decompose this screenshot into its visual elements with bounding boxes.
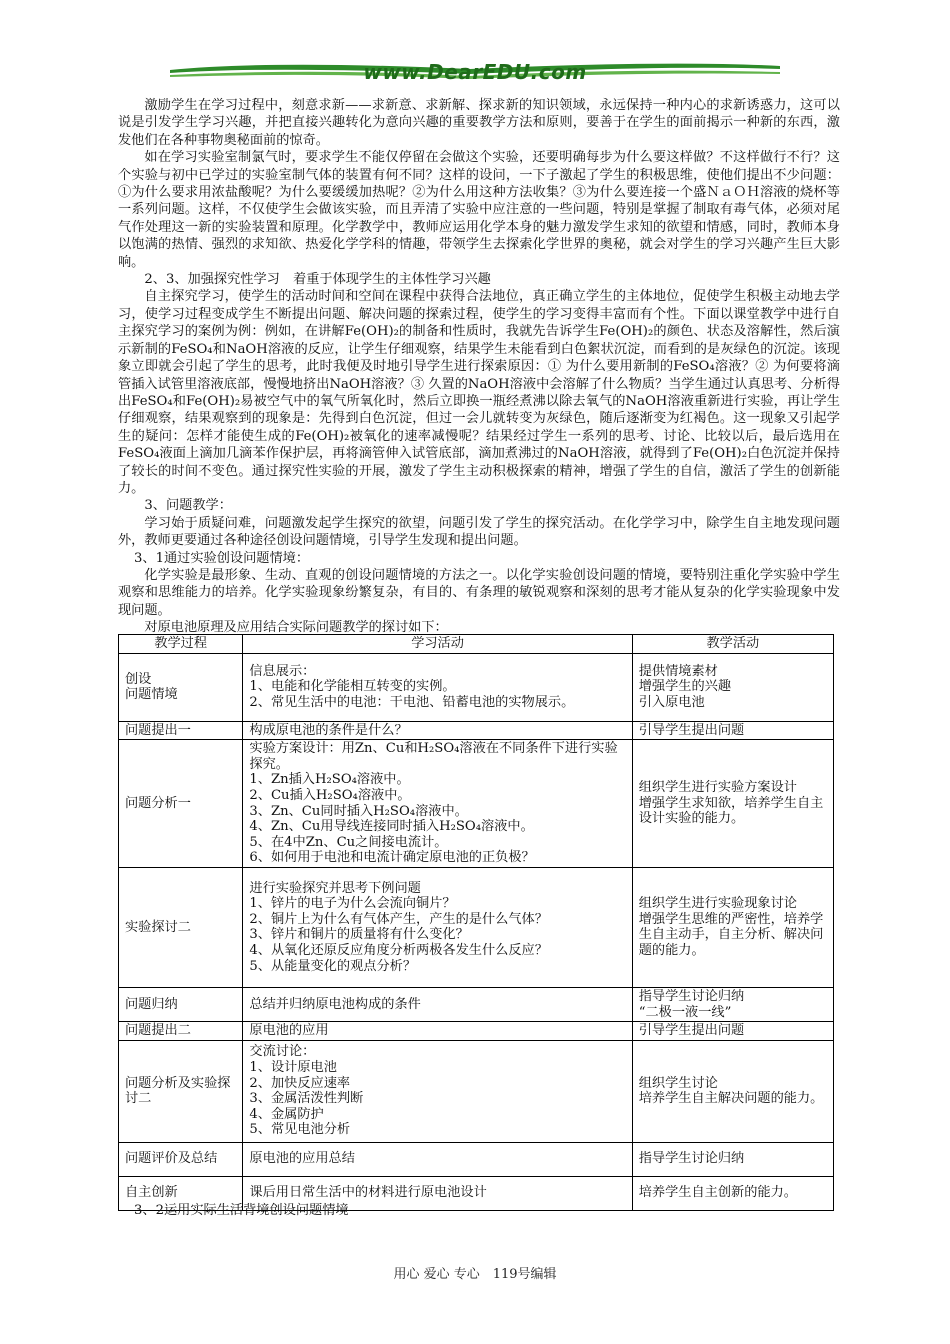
paragraph: 激励学生在学习过程中，刻意求新——求新意、求新解、探求新的知识领域，永远保持一种内心的求新诱惑力，这可以说是引发学生学习兴趣，并把直接兴趣转化为意向兴趣的重要教学方法和原则，要善于在学生的面前揭示一种新的东西，激发他们在各种事物奥秘面前的惊奇。 [118,98,840,148]
table-cell-teaching: 提供情境素材 增强学生的兴趣 引入原电池 [632,653,833,721]
header-banner [170,56,780,86]
page-footer: 用心 爱心 专心 119号编辑 [393,1267,557,1282]
table-cell-process: 问题分析及实验探讨二 [119,1040,243,1142]
table-row [119,721,834,740]
table-header-row [119,635,834,654]
table-row [119,740,834,868]
column-header: 教学过程 [119,635,243,654]
table-cell-learning: 原电池的应用 [243,1022,632,1041]
table-row [119,1022,834,1041]
table-row [119,653,834,721]
paragraph: 自主探究学习，使学生的活动时间和空间在课程中获得合法地位，真正确立学生的主体地位，促使学生积极主动地去学习，使学习过程变成学生不断提出问题、解决问题的探索过程，使学生的学习变得丰富而有个性。下面以课堂教学中进行自主探究学习的案例为例：例如，在讲解Fe(OH)₂的制备和性质时，我就先告诉学生Fe(OH)₂的颜色、状态及溶解性，然后演示新制的FeSO₄和NaOH溶液的反应，让学生仔细观察，结果学生未能看到白色絮状沉淀，而看到的是灰绿色的沉淀。该现象立即就会引起了学生的思考，此时我便及时地引导学生进行探索原因：① 为什么要用新制的FeSO₄溶液？② 为何要将滴管插入试管里溶液底部，慢慢地挤出NaOH溶液？③ 久置的NaOH溶液中会溶解了什么物质？当学生通过认真思考、分析得出FeSO₄和Fe(OH)₂易被空气中的氧气所氧化时，然后立即换一瓶经煮沸以除去氧气的NaOH溶液重新进行实验，再让学生仔细观察，结果观察到的现象是：先得到白色沉淀，但过一会儿就转变为灰绿色，随后逐渐变为红褐色。这一现象又引起学生的疑问：怎样才能使生成的Fe(OH)₂被氧化的速率减慢呢？结果经过学生一系列的思考、讨论、比较以后，最后选用在FeSO₄液面上滴加几滴苯作保护层，再将滴管伸入试管底部，滴加煮沸过的NaOH溶液，就得到了Fe(OH)₂白色沉淀并保持了较长的时间不变色。通过探究性实验的开展，激发了学生主动积极探索的精神，增强了学生的自信，激活了学生的创新能力。 [118,289,840,496]
table-cell-teaching: 组织学生讨论 培养学生自主解决问题的能力。 [632,1040,833,1142]
site-logo[interactable]: www.DearEDU.com [363,60,587,84]
table-cell-teaching: 组织学生进行实验现象讨论 增强学生思维的严密性，培养学生自主动手，自主分析、解决问题的能力。 [632,867,833,987]
table-row [119,1040,834,1142]
table-cell-learning: 实验方案设计：用Zn、Cu和H₂SO₄溶液在不同条件下进行实验探究。 1、Zn插入H₂SO₄溶液中。 2、Cu插入H₂SO₄溶液中。 3、Zn、Cu同时插入H₂SO₄溶液中。 4、Zn、Cu用导线连接同时插入H₂SO₄溶液中。 5、在4中Zn、Cu之间接电流计。 6、如何用于电池和电流计确定原电池的正负极？ [243,740,632,868]
table-cell-process: 自主创新 [119,1176,243,1210]
table-cell-learning: 课后用日常生活中的材料进行原电池设计 [243,1176,632,1210]
table-cell-teaching: 培养学生自主创新的能力。 [632,1176,833,1210]
table-body [119,653,834,1210]
lesson-table [118,634,834,1211]
table-cell-teaching: 指导学生讨论归纳 [632,1142,833,1176]
table-cell-learning: 构成原电池的条件是什么？ [243,721,632,740]
paragraph: 学习始于质疑问难，问题激发起学生探究的欲望，问题引发了学生的探究活动。在化学学习中，除学生自主地发现问题外，教师更要通过各种途径创设问题情境，引导学生发现和提出问题。 [118,515,840,549]
column-header: 教学活动 [632,635,833,654]
table-cell-process: 问题分析一 [119,740,243,868]
table-cell-process: 问题评价及总结 [119,1142,243,1176]
paragraph: 如在学习实验室制氯气时，要求学生不能仅停留在会做这个实验，还要明确每步为什么要这样做？不这样做行不行？这个实验与初中已学过的实验室制气体的装置有何不同？这样的设问，一下子激起了学生的积极思维，使他们提出不少问题：①为什么要求用浓盐酸呢？为什么要缓缓加热呢？②为什么用这种方法收集？③为什么要连接一个盛ＮａＯＨ溶液的烧杯等一系列问题。这样，不仅使学生会做该实验，而且弄清了实验中应注意的一些问题，特别是掌握了制取有毒气体，必须对尾气作处理这一新的实验装置和原理。化学教学中，教师应运用化学本身的魅力激发学生求知的欲望和情感，同时，教师本身以饱满的热情、强烈的求知欲、热爱化学学科的情趣，带领学生去探索化学世界的奥秘，就会对学生的学习兴趣产生巨大影响。 [118,150,840,270]
table-cell-learning: 总结并归纳原电池构成的条件 [243,987,632,1021]
table-cell-process: 实验探讨二 [119,867,243,987]
table-cell-process: 问题提出一 [119,721,243,740]
section-heading: 3、问题教学： [144,498,232,514]
table-cell-teaching: 指导学生讨论归纳 “二极一液一线” [632,987,833,1021]
table-row [119,867,834,987]
subsection-heading: 3、2运用实际生活背境创设问题情境 [134,1203,349,1218]
table-cell-learning: 信息展示： 1、电能和化学能相互转变的实例。 2、常见生活中的电池：干电池、铅蓄电池的实物展示。 [243,653,632,721]
table-intro: 对原电池原理及应用结合实际问题教学的探讨如下： [144,620,448,636]
table-cell-process: 问题归纳 [119,987,243,1021]
table-cell-teaching: 组织学生进行实验方案设计 增强学生求知欲，培养学生自主设计实验的能力。 [632,740,833,868]
table-cell-teaching: 引导学生提出问题 [632,721,833,740]
table-cell-teaching: 引导学生提出问题 [632,1022,833,1041]
column-header: 学习活动 [243,635,632,654]
table-row [119,1142,834,1176]
table-cell-process: 问题提出二 [119,1022,243,1041]
article-body [118,97,840,637]
table-cell-learning: 交流讨论： 1、设计原电池 2、加快反应速率 3、金属活泼性判断 4、金属防护 5、常见电池分析 [243,1040,632,1142]
table-cell-learning: 进行实验探究并思考下例问题 1、锌片的电子为什么会流向铜片？ 2、铜片上为什么有气体产生，产生的是什么气体？ 3、锌片和铜片的质量将有什么变化？ 4、从氧化还原反应角度分析两极各发生什么反应？ 5、从能量变化的观点分析？ [243,867,632,987]
table-row [119,987,834,1021]
subsection-heading: 3、1通过实验创设问题情境： [134,550,310,566]
section-heading: 2、3、加强探究性学习 着重于体现学生的主体性学习兴趣 [144,272,491,288]
table-cell-learning: 原电池的应用总结 [243,1142,632,1176]
table-cell-process: 创设 问题情境 [119,653,243,721]
paragraph: 化学实验是最形象、生动、直观的创设问题情境的方法之一。以化学实验创设问题的情境，要特别注重化学实验中学生观察和思维能力的培养。化学实验现象纷繁复杂，有目的、有条理的敏锐观察和深刻的思考才能从复杂的化学实验现象中发现问题。 [118,567,840,618]
